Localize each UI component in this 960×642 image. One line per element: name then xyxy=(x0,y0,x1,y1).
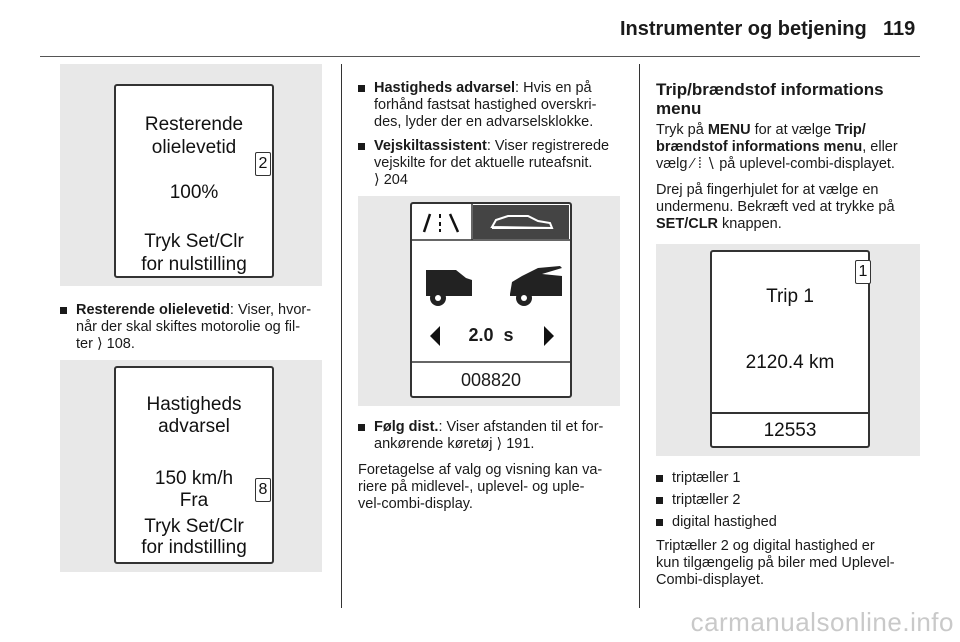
oil-life-value: 100% xyxy=(169,182,219,203)
paragraph-display-variants: Foretagelse af valg og visning kan va- riere på midlevel-, uplevel- og uple- vel-combi-display. xyxy=(358,462,603,512)
figure-follow-distance xyxy=(358,196,620,406)
speed-warning-display xyxy=(114,366,274,564)
header-title: Instrumenter og betjening xyxy=(620,18,867,40)
speed-warning-line2: advarsel xyxy=(158,416,230,437)
speed-warning-line4: Tryk Set/Clr xyxy=(144,516,244,537)
item-term: Følg dist. xyxy=(374,419,439,435)
figure-trip-meter xyxy=(656,244,920,456)
page-ref[interactable]: 191. xyxy=(506,436,535,452)
item-text: : Viser registrerede vejskilte for det aktuelle ruteafsnit. xyxy=(374,138,610,171)
list-item xyxy=(358,138,630,189)
list-item xyxy=(358,419,630,453)
column-divider-left xyxy=(341,64,342,608)
page-ref[interactable]: 204 xyxy=(383,172,408,188)
page-number: 119 xyxy=(883,18,916,40)
item-text: : Viser, hvor- når der skal skiftes motorolie og fil- ter xyxy=(76,302,312,352)
ref-arrow-icon: ⟩ xyxy=(496,436,507,452)
display-number-badge: 1 xyxy=(855,260,871,284)
oil-life-line4: for nulstilling xyxy=(141,254,247,275)
car-rear-icon xyxy=(426,270,472,306)
road-lanes-icon xyxy=(424,214,458,232)
display-number-badge: 8 xyxy=(255,478,271,502)
oil-life-line1: Resterende xyxy=(144,114,244,135)
speed-warning-line3: Fra xyxy=(179,490,209,511)
trip-meter-display xyxy=(710,250,870,448)
paragraph-thumbwheel: Drej på fingerhjulet for at vælge en undermenu. Bekræft ved at trykke på SET/CLR knappen. xyxy=(656,182,895,232)
speed-warning-value: 150 km/h xyxy=(154,468,234,489)
gap-value: 2.0 s xyxy=(468,325,514,345)
display-number-badge: 2 xyxy=(255,152,271,176)
trip-value: 2120.4 km xyxy=(745,352,835,373)
list-item: digital hastighed xyxy=(656,514,928,531)
ref-arrow-icon: ⟩ xyxy=(374,172,384,188)
speed-warning-line1: Hastigheds xyxy=(146,394,242,415)
item-term: Hastigheds advarsel xyxy=(374,80,516,96)
paragraph-menu-instructions: Tryk på MENU for at vælge Trip/ brændstof informations menu, eller vælg ⁄ ⁞ ∖ på uplevel-combi-displayet. xyxy=(656,122,898,172)
item-text: : Viser afstanden til et for- ankørende køretøj xyxy=(374,419,604,452)
page-ref[interactable]: 108. xyxy=(106,336,135,352)
follow-distance-graphic xyxy=(412,204,570,396)
road-lanes-icon: ⁄ ⁞ ∖ xyxy=(691,156,716,172)
section-title: Trip/brændstof informations menu xyxy=(656,80,884,118)
header-divider xyxy=(40,56,920,57)
list-item xyxy=(358,80,630,131)
watermark: carmanualsonline.info xyxy=(690,607,954,637)
list-item xyxy=(60,302,330,353)
paragraph-availability: Triptæller 2 og digital hastighed er kun tilgængelig på biler med Uplevel- Combi-displayet. xyxy=(656,538,895,588)
item-term: Resterende olielevetid xyxy=(76,302,230,318)
follow-distance-display xyxy=(410,202,572,398)
list-item: triptæller 2 xyxy=(656,492,928,509)
list-item: triptæller 1 xyxy=(656,470,928,487)
oil-life-line2: olielevetid xyxy=(151,137,237,158)
odometer-value: 008820 xyxy=(460,370,522,390)
display-divider xyxy=(712,412,868,414)
ref-arrow-icon: ⟩ xyxy=(96,336,107,352)
oil-life-display xyxy=(114,84,274,278)
item-text: : Hvis en på forhånd fastsat hastighed overskri- des, lyder der en advarselsklokke. xyxy=(374,80,597,130)
oil-life-line3: Tryk Set/Clr xyxy=(144,231,244,252)
trip-title: Trip 1 xyxy=(766,286,814,307)
figure-speed-warning xyxy=(60,360,322,572)
figure-oil-life xyxy=(60,64,322,286)
speed-warning-line5: for indstilling xyxy=(141,537,247,558)
odometer-value: 12553 xyxy=(763,420,817,441)
column-divider-right xyxy=(639,64,640,608)
car-front-icon xyxy=(510,266,562,306)
item-term: Vejskiltassistent xyxy=(374,138,487,154)
